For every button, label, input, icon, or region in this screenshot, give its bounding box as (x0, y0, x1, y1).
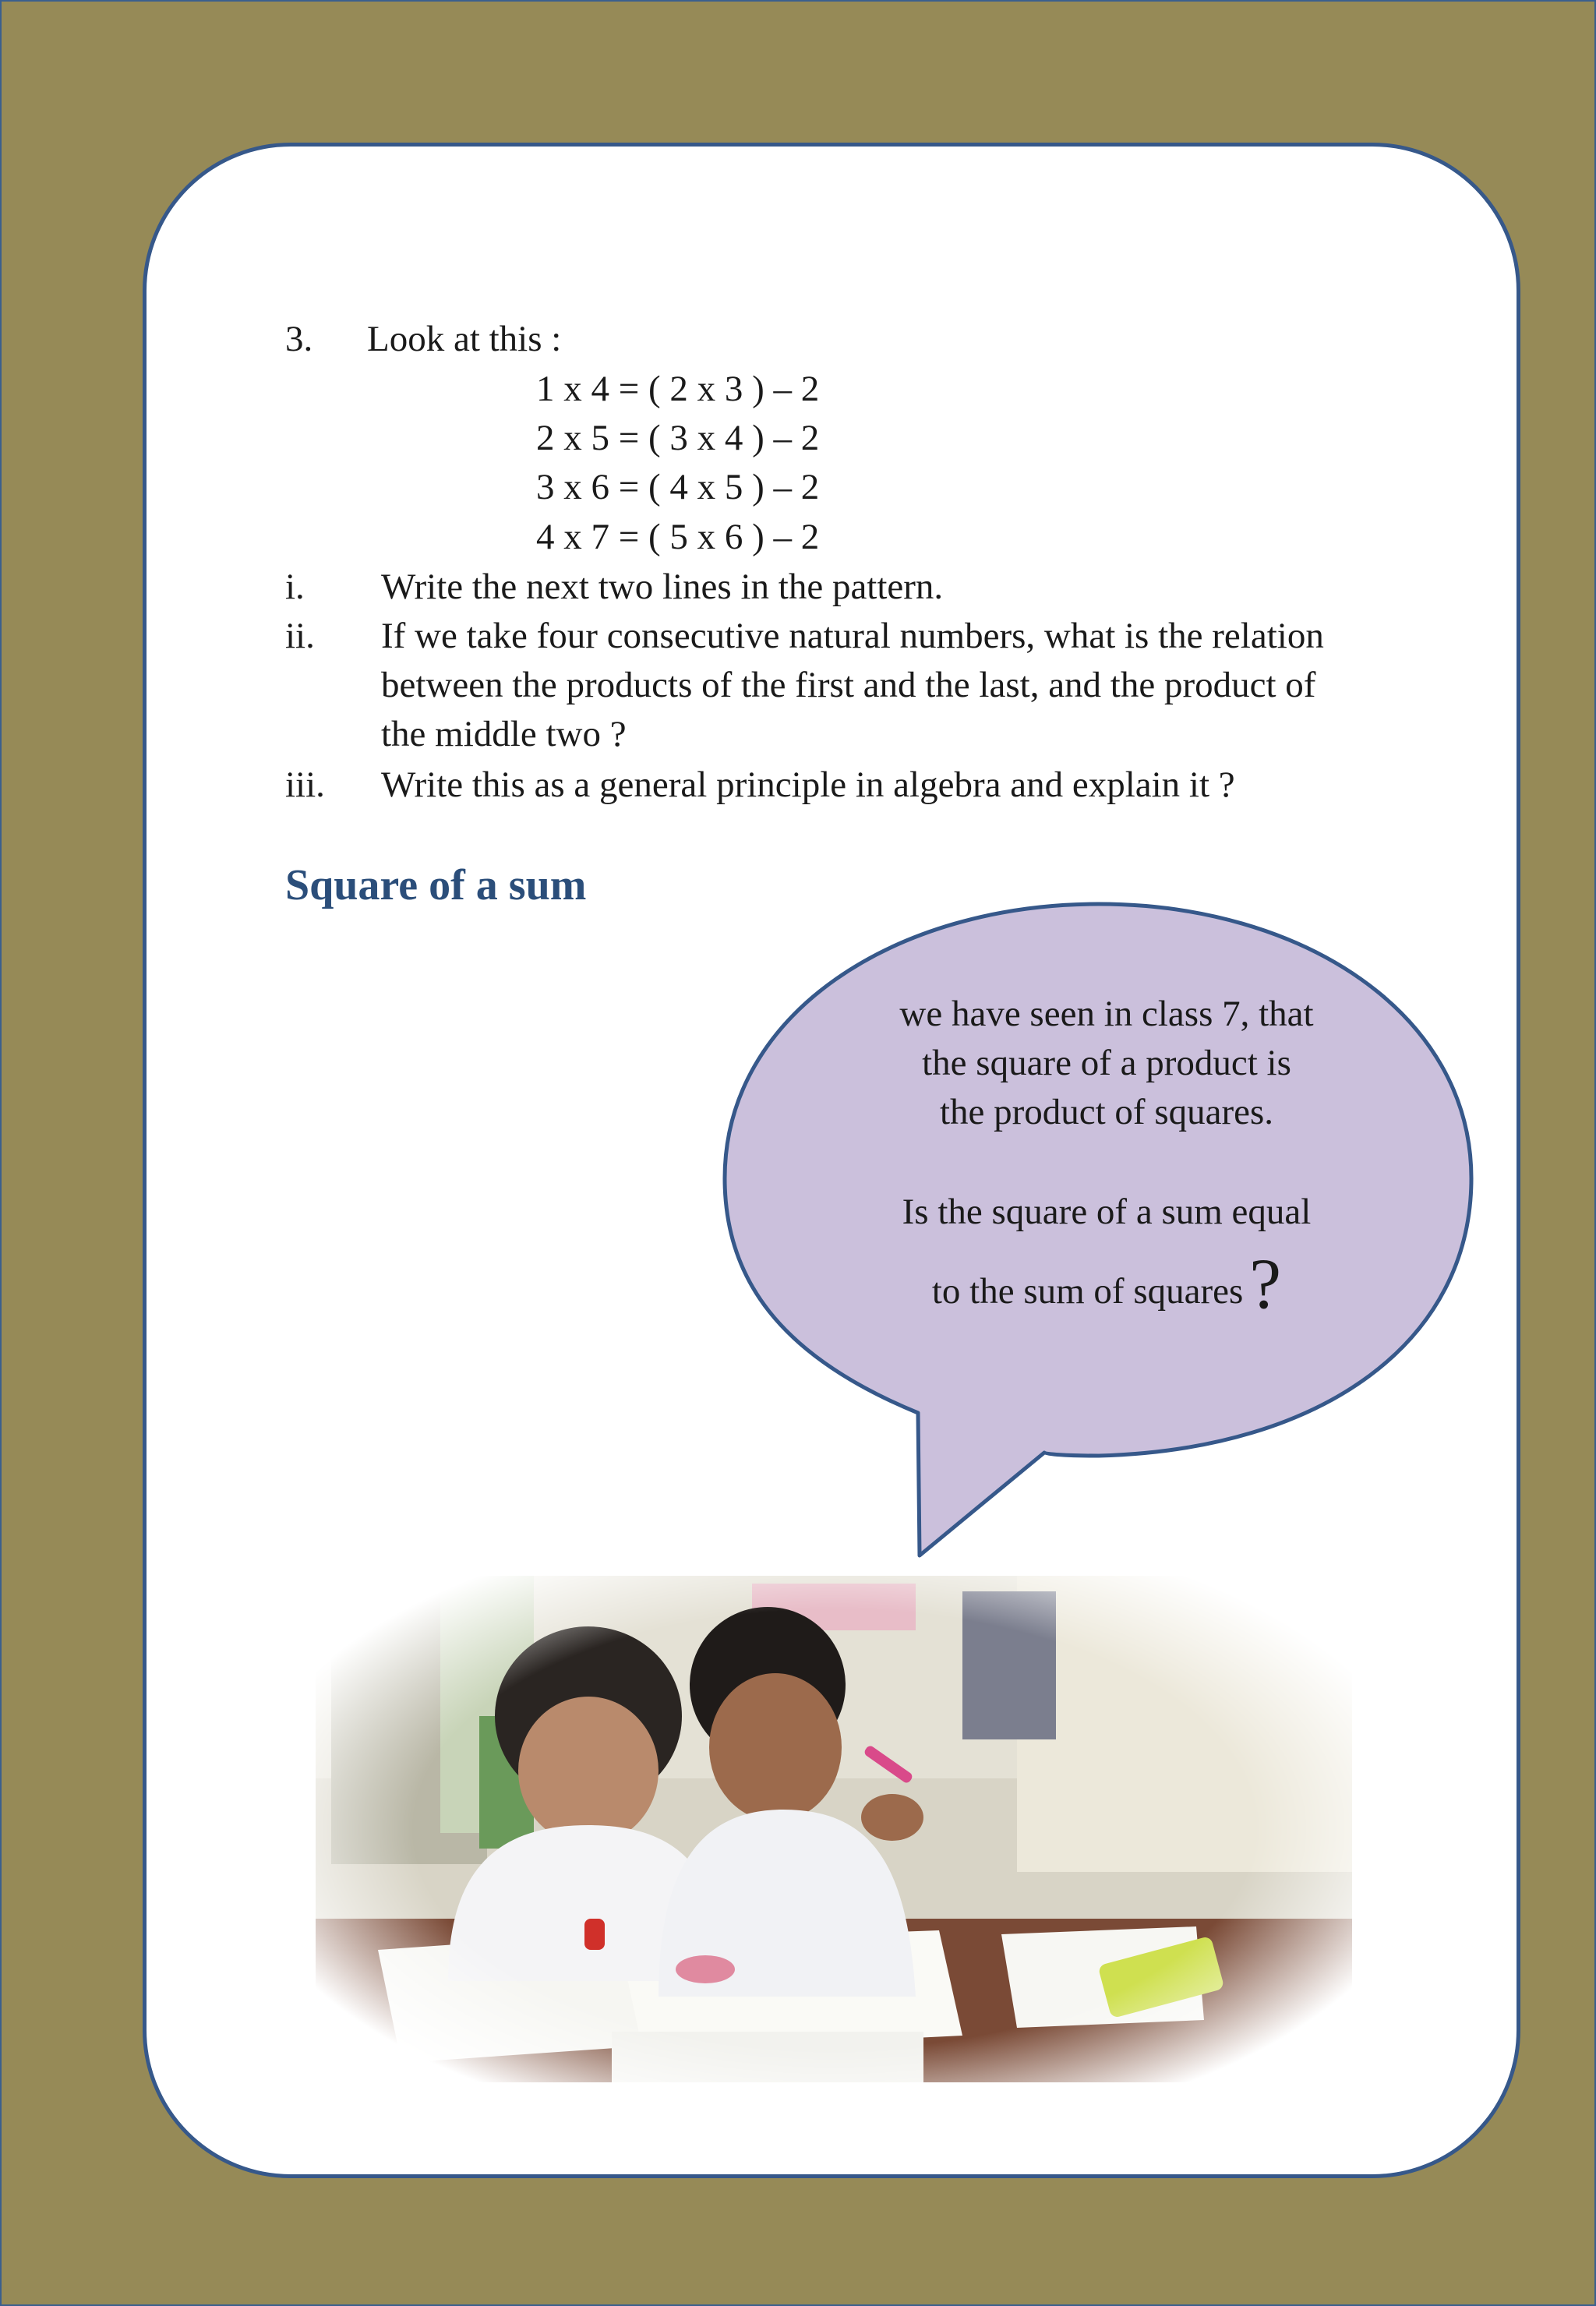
bubble-line-with-question (779, 1244, 1434, 1323)
equation-line: 1 x 4 = ( 2 x 3 ) – 2 (536, 369, 820, 409)
part-marker: i. (285, 567, 305, 607)
question-mark-glyph: ? (1249, 1244, 1282, 1323)
question-number: 3. (285, 319, 313, 359)
equation-line: 3 x 6 = ( 4 x 5 ) – 2 (536, 467, 820, 507)
part-marker: ii. (285, 616, 315, 656)
bubble-text-block-a (779, 990, 1434, 1137)
classroom-photo (316, 1576, 1352, 2082)
bubble-line: the square of a product is (922, 1043, 1291, 1083)
bubble-text-block-b (779, 1188, 1434, 1323)
equation-line: 2 x 5 = ( 3 x 4 ) – 2 (536, 418, 820, 458)
question-lead: Look at this : (367, 319, 562, 359)
section-heading: Square of a sum (285, 861, 587, 909)
bubble-line: Is the square of a sum equal (902, 1192, 1312, 1232)
bubble-line: the product of squares. (939, 1092, 1274, 1132)
part-marker: iii. (285, 765, 325, 805)
part-text: Write this as a general principle in algebra and explain it ? (381, 765, 1235, 805)
bubble-line: to the sum of squares (931, 1271, 1244, 1312)
bubble-line: we have seen in class 7, that (899, 994, 1314, 1034)
part-text: If we take four consecutive natural numbers, what is the relation between the products of the first and the last, and the product of the middle two ? (381, 616, 1324, 754)
equation-line: 4 x 7 = ( 5 x 6 ) – 2 (536, 517, 820, 557)
part-text: Write the next two lines in the pattern. (381, 567, 944, 607)
